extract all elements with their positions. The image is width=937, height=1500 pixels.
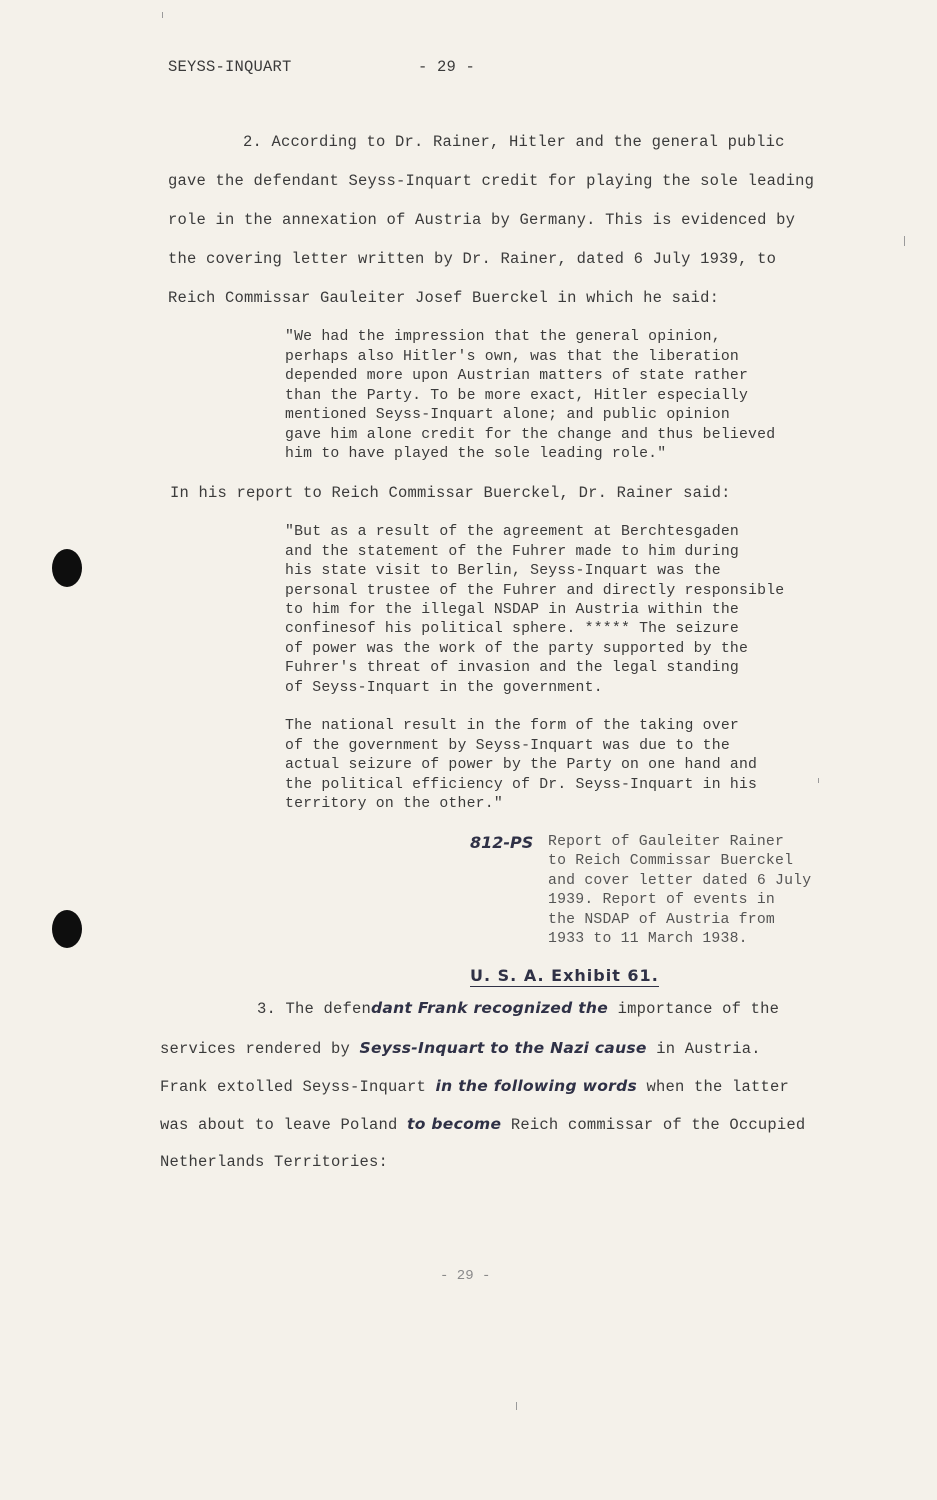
quote-line: depended more upon Austrian matters of state rather [285,368,749,384]
paragraph-line: 2. According to Dr. Rainer, Hitler and the general public [243,133,785,151]
quote-line: and the statement of the Fuhrer made to him during [285,544,739,560]
citation-line: 1939. Report of events in [548,892,775,908]
quote-line: actual seizure of power by the Party on one hand and [285,757,758,773]
typed-text: Frank extolled Seyss-Inquart [160,1078,436,1096]
paragraph-line [257,999,779,1018]
quote-line: "We had the impression that the general opinion, [285,329,721,345]
citation-line: Report of Gauleiter Rainer [548,834,785,850]
quote-line: his state visit to Berlin, Seyss-Inquart was the [285,563,721,579]
paper-speck [904,236,905,246]
quote-line: to him for the illegal NSDAP in Austria within the [285,602,739,618]
quote-line: Fuhrer's threat of invasion and the legal standing [285,660,739,676]
quote-line: The national result in the form of the taking over [285,718,739,734]
paragraph-line: Reich Commissar Gauleiter Josef Buerckel in which he said: [168,289,720,307]
report-intro-line: In his report to Reich Commissar Buerckel, Dr. Rainer said: [170,484,731,502]
citation-line: and cover letter dated 6 July [548,873,812,889]
typed-text: importance of the [608,1000,780,1018]
handwritten-text: to become [407,1115,502,1133]
handwritten-text: in the following words [435,1077,638,1095]
punch-hole [52,910,82,948]
document-id-handwritten: 812-PS [470,833,534,852]
typed-text: was about to leave Poland [160,1116,408,1134]
quote-line: of power was the work of the party supported by the [285,641,749,657]
typed-text: services rendered by [160,1040,360,1058]
quote-line: territory on the other." [285,796,503,812]
paragraph-line [160,1039,761,1058]
paragraph-line: the covering letter written by Dr. Rainer, dated 6 July 1939, to [168,250,777,268]
exhibit-label-handwritten: U. S. A. Exhibit 61. [470,966,659,985]
typed-text: in Austria. [646,1040,761,1058]
paragraph-line: Netherlands Territories: [160,1153,389,1171]
paper-speck [818,778,819,783]
paper-speck [162,12,163,18]
handwritten-text: Seyss-Inquart to the Nazi cause [359,1039,647,1057]
typed-text: Reich commissar of the Occupied [501,1116,806,1134]
quote-line: him to have played the sole leading role." [285,446,667,462]
handwritten-text: dant Frank recognized the [371,999,609,1017]
citation-line: the NSDAP of Austria from [548,912,775,928]
quote-line: perhaps also Hitler's own, was that the liberation [285,349,739,365]
typed-text: when the latter [637,1078,790,1096]
citation-line: to Reich Commissar Buerckel [548,853,794,869]
header-page-number: - 29 - [418,58,476,76]
quote-line: the political efficiency of Dr. Seyss-Inquart in his [285,777,758,793]
paragraph-line: role in the annexation of Austria by Germany. This is evidenced by [168,211,796,229]
quote-line: gave him alone credit for the change and thus believed [285,427,776,443]
quote-line: confinesof his political sphere. ***** The seizure [285,621,739,637]
quote-line: than the Party. To be more exact, Hitler especially [285,388,749,404]
quote-line: of Seyss-Inquart in the government. [285,680,603,696]
footer-page-number: - 29 - [440,1268,491,1284]
paragraph-line [160,1115,805,1134]
quote-line: personal trustee of the Fuhrer and directly responsible [285,583,785,599]
citation-line: 1933 to 11 March 1938. [548,931,748,947]
paragraph-line: gave the defendant Seyss-Inquart credit for playing the sole leading [168,172,815,190]
paragraph-line [160,1077,789,1096]
quote-line: of the government by Seyss-Inquart was due to the [285,738,730,754]
paper-speck [516,1402,517,1410]
header-running-title: SEYSS-INQUART [168,58,292,76]
quote-line: mentioned Seyss-Inquart alone; and public opinion [285,407,730,423]
punch-hole [52,549,82,587]
quote-line: "But as a result of the agreement at Berchtesgaden [285,524,739,540]
typed-text: 3. The defen [257,1000,372,1018]
